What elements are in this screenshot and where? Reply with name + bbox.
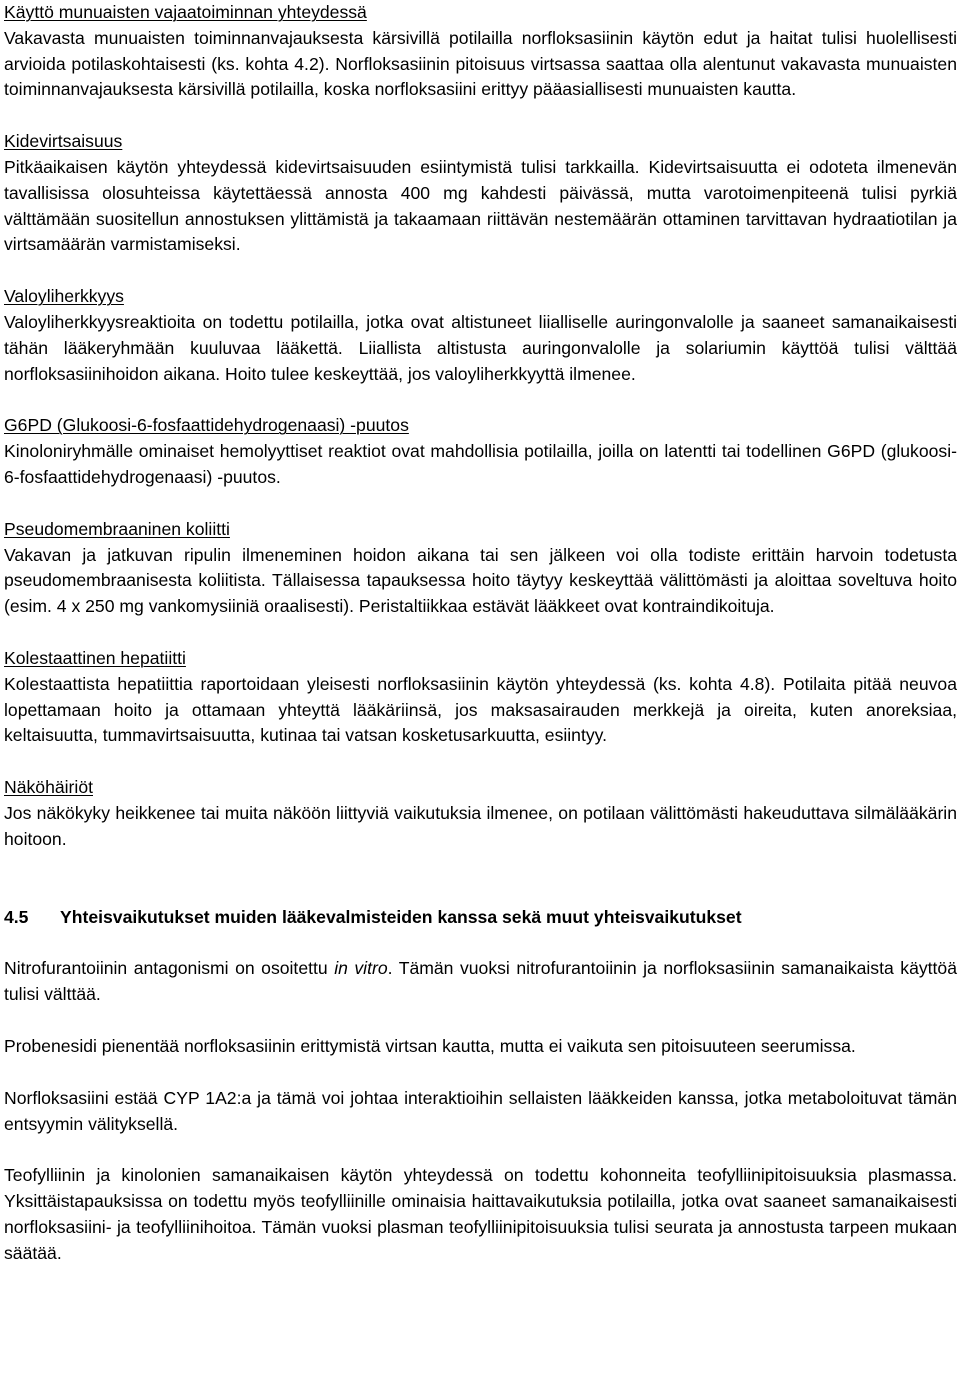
section-crystalluria [4, 129, 957, 258]
section-title-text: Yhteisvaikutukset muiden lääkevalmisteiden kanssa sekä muut yhteisvaikutukset [60, 906, 742, 927]
paragraph-text: Nitrofurantoiinin antagonismi on osoitettu [4, 958, 335, 979]
interaction-paragraph-nitrofurantoin [4, 956, 957, 1008]
paragraph-text: Teofylliinin ja kinolonien samanaikaisen käytön yhteydessä on todettu kohonneita teofylliinipitoisuuksia plasmassa. Yksittäistapauksissa on todettu myös teofylliinille ominaisia haittavaikutuksia potilailla, jotka ovat saaneet samanaikaisesti norfloksasiini- ja teofylliinihoitoa. Tämän vuoksi plasman teofylliinipitoisuuksia tulisi seurata ja annostusta tarpeen mukaan säätää. [4, 1165, 957, 1263]
interaction-paragraph-theophylline [4, 1163, 957, 1266]
section-body: Valoyliherkkyysreaktioita on todettu potilailla, jotka ovat altistuneet liialliselle auringonvalolle ja saaneet samanaikaisesti tähän lääkeryhmään kuuluvaa lääkettä. Liiallista altistusta auringonvalolle ja solariumin käyttöä tulisi välttää norfloksasiinihoidon aikana. Hoito tulee keskeyttää, jos valoyliherkkyyttä ilmenee. [4, 311, 957, 384]
interaction-paragraph-probenecid [4, 1034, 957, 1060]
section-heading: Pseudomembraaninen koliitti [4, 518, 230, 539]
section-heading: Näköhäiriöt [4, 777, 93, 798]
section-pseudomembranous-colitis [4, 517, 957, 620]
italic-term: in vitro [334, 958, 388, 979]
section-body: Jos näkökyky heikkenee tai muita näköön liittyviä vaikutuksia ilmenee, on potilaan välittömästi hakeuduttava silmälääkärin hoitoon. [4, 802, 957, 849]
section-body: Vakavasta munuaisten toiminnanvajauksesta kärsivillä potilailla norfloksasiinin käytön edut ja haitat tulisi huolellisesti arvioida potilaskohtaisesti (ks. kohta 4.2). Norfloksasiinin pitoisuus virtsassa saattaa olla alentunut vakavasta munuaisten toiminnanvajauksesta kärsivillä potilailla, koska norfloksasiini erittyy pääasiallisesti munuaisten kautta. [4, 27, 957, 100]
section-number: 4.5 [4, 906, 29, 927]
section-heading: G6PD (Glukoosi-6-fosfaattidehydrogenaasi) -puutos [4, 415, 409, 436]
paragraph-text: Probenesidi pienentää norfloksasiinin erittymistä virtsan kautta, mutta ei vaikuta sen pitoisuuteen seerumissa. [4, 1035, 856, 1056]
section-photosensitivity [4, 284, 957, 387]
paragraph-text: Norfloksasiini estää CYP 1A2:a ja tämä voi johtaa interaktioihin sellaisten lääkkeiden kanssa, jotka metaboloituvat tämän entsyymin välityksellä. [4, 1087, 957, 1134]
section-body: Kinoloniryhmälle ominaiset hemolyyttiset reaktiot ovat mahdollisia potilailla, joilla on latentti tai todellinen G6PD (glukoosi-6-fosfaattidehydrogenaasi) -puutos. [4, 441, 957, 487]
section-body: Kolestaattista hepatiittia raportoidaan yleisesti norfloksasiinin käytön yhteydessä (ks. kohta 4.8). Potilaita pitää neuvoa lopettamaan hoito ja ottamaan yhteyttä lääkäriinsä, jos maksasairauden merkkejä ja oireita, kuten anoreksiaa, keltaisuutta, tummavirtsaisuutta, kutinaa tai vatsan kosketusarkuutta, esiintyy. [4, 673, 957, 746]
section-renal-impairment [4, 0, 957, 103]
section-g6pd-deficiency [4, 413, 957, 490]
section-heading: Kolestaattinen hepatiitti [4, 647, 186, 668]
section-heading: Käyttö munuaisten vajaatoiminnan yhteydessä [4, 2, 367, 22]
section-body: Vakavan ja jatkuvan ripulin ilmeneminen hoidon aikana tai sen jälkeen voi olla todiste erittäin harvoin todetusta pseudomembraanisesta koliitista. Tällaisessa tapauksessa hoito täytyy keskeyttää välittömästi ja aloittaa soveltuva hoito (esim. 4 x 250 mg vankomysiiniä oraalisesti). Peristaltiikkaa estävät lääkkeet ovat kontraindikoituja. [4, 544, 957, 617]
paragraph-text: . Tämän vuoksi nitrofurantoiinin ja norfloksasiinin samanaikaista käyttöä tulisi välttää. [4, 958, 957, 1005]
section-cholestatic-hepatitis [4, 646, 957, 749]
section-heading: Valoyliherkkyys [4, 286, 124, 307]
interaction-paragraph-cyp1a2 [4, 1086, 957, 1138]
section-4-5-title [4, 905, 957, 931]
section-heading: Kidevirtsaisuus [4, 131, 123, 152]
document-page [4, 0, 957, 1266]
section-visual-disturbances [4, 775, 957, 852]
section-body: Pitkäaikaisen käytön yhteydessä kidevirtsaisuuden esiintymistä tulisi tarkkailla. Kidevirtsaisuutta ei odoteta ilmenevän tavallisissa olosuhteissa käytettäessä annosta 400 mg kahdesti päivässä, mutta varotoimenpiteenä tulisi pyrkiä välttämään suositellun annostuksen ylittämistä ja takaamaan riittävän nestemäärän ottaminen tarvittavan hydraatiotilan ja virtsamäärän varmistamiseksi. [4, 156, 957, 255]
